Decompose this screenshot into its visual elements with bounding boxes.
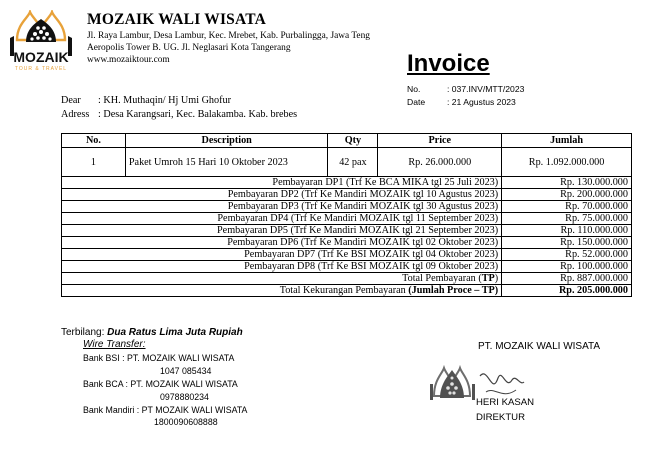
payment-amount: Rp. 200.000.000 xyxy=(502,189,632,201)
table-row xyxy=(62,148,632,177)
payment-amount: Rp. 110.000.000 xyxy=(502,225,632,237)
bank-bsi-line: Bank BSI : PT. MOZAIK WALI WISATA xyxy=(83,353,235,363)
item-price: Rp. 26.000.000 xyxy=(378,148,502,177)
payment-row xyxy=(62,249,632,261)
customer-address-row xyxy=(61,109,297,120)
bank-bca-line: Bank BCA : PT. MOZAIK WALI WISATA xyxy=(83,379,238,389)
invoice-number-value: : 037.INV/MTT/2023 xyxy=(447,84,525,94)
invoice-number xyxy=(407,84,524,94)
remaining-payment-row xyxy=(62,285,632,297)
payment-label: Pembayaran DP7 (Trf Ke BSI MOZAIK tgl 04 Oktober 2023) xyxy=(62,249,502,261)
header-jumlah: Jumlah xyxy=(502,134,632,148)
total-payment-label-bold: TP xyxy=(481,273,495,284)
total-payment-label-end: ) xyxy=(494,273,499,284)
customer-name-label: Dear xyxy=(61,95,81,106)
item-no: 1 xyxy=(62,148,126,177)
customer-name-value: : KH. Muthaqin/ Hj Umi Ghofur xyxy=(98,95,231,106)
signature-company: PT. MOZAIK WALI WISATA xyxy=(478,341,601,352)
signature-name: HERI KASAN xyxy=(476,397,535,408)
company-website[interactable]: www.mozaiktour.com xyxy=(87,55,170,65)
bank-mandiri-line: Bank Mandiri : PT MOZAIK WALI WISATA xyxy=(83,405,248,415)
bank-bca-account: 0978880234 xyxy=(160,392,209,402)
payment-row xyxy=(62,177,632,189)
payment-amount: Rp. 70.000.000 xyxy=(502,201,632,213)
bank-bsi-account: 1047 085434 xyxy=(160,366,212,376)
remaining-payment-label-text: Total Kekurangan Pembayaran xyxy=(279,285,409,296)
invoice-table xyxy=(61,133,632,297)
amount-in-words xyxy=(61,327,243,338)
payment-amount: Rp. 100.000.000 xyxy=(502,261,632,273)
payment-amount: Rp. 75.000.000 xyxy=(502,213,632,225)
company-address-1: Jl. Raya Lambur, Desa Lambur, Kec. Mrebet, Kab. Purbalingga, Jawa Teng xyxy=(87,31,370,41)
amount-in-words-label: Terbilang: xyxy=(61,327,108,338)
header-qty: Qty xyxy=(328,134,378,148)
payment-label: Pembayaran DP2 (Trf Ke Mandiri MOZAIK tgl 10 Agustus 2023) xyxy=(62,189,502,201)
payment-label: Pembayaran DP3 (Trf Ke Mandiri MOZAIK tgl 30 Agustus 2023) xyxy=(62,201,502,213)
logo-wordmark: MOZAIK xyxy=(13,49,69,65)
remaining-payment-label xyxy=(62,285,502,297)
item-jumlah: Rp. 1.092.000.000 xyxy=(502,148,632,177)
customer-address-label: Adress xyxy=(61,109,90,120)
payment-label: Pembayaran DP6 (Trf Ke Mandiri MOZAIK tgl 02 Oktober 2023) xyxy=(62,237,502,249)
payment-row xyxy=(62,189,632,201)
remaining-payment-label-bold: (Jumlah Proce – TP) xyxy=(408,285,499,296)
invoice-number-label: No. xyxy=(407,84,421,94)
payment-label: Pembayaran DP4 (Trf Ke Mandiri MOZAIK tgl 11 September 2023) xyxy=(62,213,502,225)
payment-row xyxy=(62,225,632,237)
total-payment-label xyxy=(62,273,502,285)
total-payment-amount: Rp. 887.000.000 xyxy=(502,273,632,285)
invoice-date-value: : 21 Agustus 2023 xyxy=(447,97,516,107)
customer-address-value: : Desa Karangsari, Kec. Balakamba. Kab. brebes xyxy=(98,109,298,120)
wire-transfer-title: Wire Transfer: xyxy=(83,339,146,350)
payment-row xyxy=(62,237,632,249)
payment-row xyxy=(62,213,632,225)
header-no: No. xyxy=(62,134,126,148)
invoice-date-label: Date xyxy=(407,97,426,107)
payment-amount: Rp. 52.000.000 xyxy=(502,249,632,261)
payment-amount: Rp. 130.000.000 xyxy=(502,177,632,189)
payment-label: Pembayaran DP5 (Trf Ke Mandiri MOZAIK tgl 21 September 2023) xyxy=(62,225,502,237)
header-price: Price xyxy=(378,134,502,148)
table-header-row xyxy=(62,134,632,148)
total-payment-row xyxy=(62,273,632,285)
customer-name-row xyxy=(61,95,231,106)
item-qty: 42 pax xyxy=(328,148,378,177)
company-name: MOZAIK WALI WISATA xyxy=(87,11,267,28)
payment-row xyxy=(62,261,632,273)
item-description: Paket Umroh 15 Hari 10 Oktober 2023 xyxy=(125,148,328,177)
company-address-2: Aeropolis Tower B. UG. Jl. Neglasari Kota Tangerang xyxy=(87,43,291,53)
header-description: Description xyxy=(125,134,328,148)
company-logo xyxy=(8,10,74,72)
remaining-payment-amount: Rp. 205.000.000 xyxy=(502,285,632,297)
payment-amount: Rp. 150.000.000 xyxy=(502,237,632,249)
payment-label: Pembayaran DP8 (Trf Ke BSI MOZAIK tgl 09 Oktober 2023) xyxy=(62,261,502,273)
payment-row xyxy=(62,201,632,213)
invoice-date xyxy=(407,97,516,107)
amount-in-words-value: Dua Ratus Lima Juta Rupiah xyxy=(107,327,243,338)
bank-mandiri-account: 1800090608888 xyxy=(154,417,218,427)
invoice-title: Invoice xyxy=(407,50,490,77)
payment-label: Pembayaran DP1 (Trf Ke BCA MIKA tgl 25 Juli 2023) xyxy=(62,177,502,189)
signature-title: DIREKTUR xyxy=(476,412,526,423)
logo-tagline: TOUR & TRAVEL xyxy=(14,66,68,72)
total-payment-label-text: Total Pembayaran ( xyxy=(402,273,482,284)
